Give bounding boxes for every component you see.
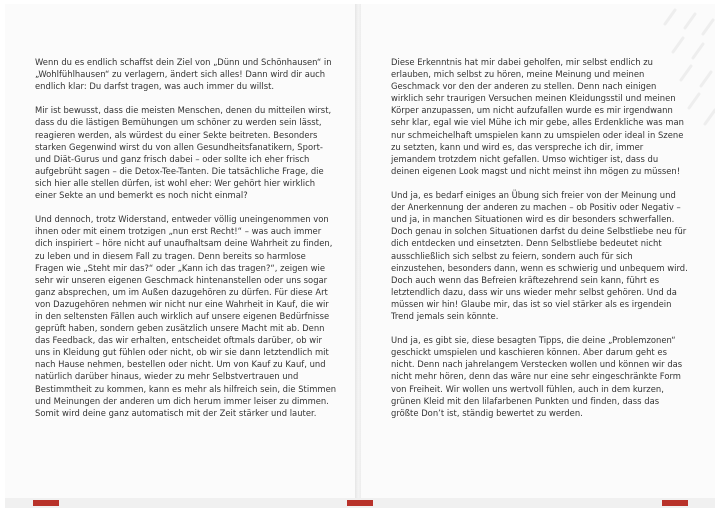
left-paragraph-3: Und dennoch, trotz Widerstand, entweder völlig uneingenommen von ihnen oder mit einem trotzigen „nun erst Recht!“ – was auch immer dich inspiriert – höre nicht auf unaufhaltsam deine Wahrheit zu finden, zu leben und in diesem Fall zu tragen. Denn bereits so harmlose Fragen wie „Steht mir das?“ oder „Kann ich das tragen?“, zeigen wie sehr wir unseren eigenen Geschmack hintenanstellen oder uns sogar ganz absprechen, um im Außen dazugehören zu dürfen. Für diese Art von Dazugehören nehmen wir nicht nur eine Wahrheit in Kauf, die wir in den seltensten Fällen auch wirklich auf unsere eigenen Bedürfnisse geprüft haben, sondern geben zusätzlich unsere Macht mit ab. Denn das Feedback, das wir erhalten, entscheidet oftmals darüber, ob wir uns in Kleidung gut fühlen oder nicht, ob wir sie dann letztendlich mit nach Hause nehmen, bestellen oder nicht. Um von Kauf zu Kauf, und natürlich darüber hinaus, wieder zu mehr Selbstvertrauen und Bestimmtheit zu kommen, kann es mehr als hilfreich sein, die Stimmen und Meinungen der anderen um dich herum immer leiser zu dimmen. Somit wird deine ganz automatisch mit der Zeit stärker und lauter. [35, 214, 337, 418]
right-page-text [391, 56, 689, 431]
bookmark-band-left [33, 500, 59, 506]
bookmark-band-center [347, 500, 373, 506]
right-paragraph-3: Und ja, es gibt sie, diese besagten Tipps, die deine „Problemzonen“ geschickt umspielen und kaschieren können. Aber darum geht es nicht. Denn nach jahrelangem Verstecken wollen und können wir das nicht mehr hören, denn das wäre nur eine sehr eingeschränkte Form von Freiheit. Wir wollen uns wertvoll fühlen, auch in dem kurzen, grünen Kleid mit den lilafarbenen Punkten und finden, dass das größte Don’t ist, ständig bewertet zu werden. [391, 335, 683, 418]
left-page-text [35, 56, 337, 431]
right-paragraph-2: Und ja, es bedarf einiges an Übung sich freier von der Meinung und der Anerkennung der anderen zu machen – ob Positiv oder Negativ – und ja, in manchen Situationen wird es dir besonders schwerfallen. Doch genau in solchen Situationen darfst du deine Selbstliebe neu für dich entdecken und einsetzten. Denn Selbstliebe bedeutet nicht ausschließlich sich selbst zu feiern, sondern auch für sich einzustehen, besonders dann, wenn es schwierig und unbequem wird. Doch auch wenn das Befreien kräftezehrend sein kann, führt es letztendlich dazu, dass wir uns wieder mehr selbst gehören. Und da müssen wir hin! Glaube mir, das ist so viel stärker als es irgendein Trend jemals sein könnte. [391, 190, 688, 321]
left-page [5, 4, 360, 498]
bookmark-band-right [662, 500, 688, 506]
right-paragraph-1: Diese Erkenntnis hat mir dabei geholfen, mir selbst endlich zu erlauben, mich selbst zu hören, meine Meinung und meinen Geschmack vor den der anderen zu stellen. Denn nach einigen wirklich sehr traurigen Versuchen meinen Kleidungsstil und meinen Körper anzupassen, um nicht aufzufallen wurde es mir irgendwann sehr klar, egal wie viel Mühe ich mir gebe, alles Erdenkliche was man nur schmeichelhaft umspielen kann zu umspielen oder ideal in Szene zu setzten, kann und wird es, das verspreche ich dir, immer jemandem trotzdem nicht gefallen. Umso wichtiger ist, dass du deinen eigenen Look magst und nicht meinst ihn mögen zu müssen! [391, 57, 684, 176]
right-page [361, 4, 715, 498]
left-paragraph-2: Mir ist bewusst, dass die meisten Menschen, denen du mitteilen wirst, dass du die lästigen Bemühungen um schöner zu werden sein lässt, reagieren werden, als würdest du einer Sekte beitreten. Besonders starken Gegenwind wirst du von allen Gesundheitsfanatikern, Sport- und Diät-Gurus und ganz frisch dabei – oder sollte ich eher frisch aufgebrüht sagen – die Detox-Tee-Tanten. Die tatsächliche Frage, die sich hier alle stellen dürfen, ist wohl eher: Wer gehört hier wirklich einer Sekte an und bemerkt es noch nicht einmal? [35, 105, 332, 201]
left-paragraph-1: Wenn du es endlich schaffst dein Ziel von „Dünn und Schönhausen“ in „Wohlfühlhausen“ zu verlagern, ändert sich alles! Dann wird dir auch endlich klar: Du darfst tragen, was auch immer du willst. [35, 57, 332, 92]
